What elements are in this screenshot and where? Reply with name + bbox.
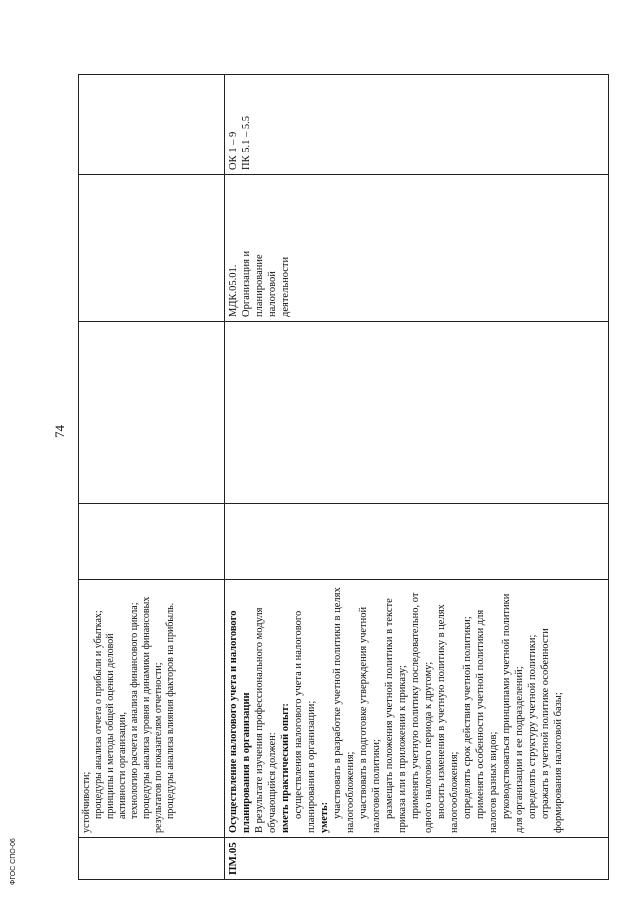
text-line: процедуры анализа уровня и динамики финансовых xyxy=(141,596,152,819)
footer-label: ФГОС СПО-06 xyxy=(10,838,17,885)
empty-cell xyxy=(79,322,225,504)
page-number: 74 xyxy=(52,425,67,438)
competency-line: ОК 1 – 9 xyxy=(228,131,239,170)
text-line: формирования налоговой базы; xyxy=(553,692,564,833)
competency-table xyxy=(78,75,608,880)
competency-line: ПК 5.1 – 5.5 xyxy=(241,116,252,170)
text-line: результатов по показателям отчетности; xyxy=(153,662,164,833)
competency-cell xyxy=(225,75,609,175)
text-line: налогообложения; xyxy=(345,751,356,833)
code-cell xyxy=(225,838,609,880)
text-line: применять особенности учетной политики для xyxy=(475,609,486,819)
text-line: Осуществление налогового учета и налогового xyxy=(228,610,239,833)
text-line: приказа или в приложении к приказу; xyxy=(397,665,408,833)
discipline-line: деятельности xyxy=(280,256,291,317)
text-line: устойчивости; xyxy=(81,771,92,833)
text-line: налоговой политики; xyxy=(371,739,382,833)
text-line: осуществления налогового учета и налогового xyxy=(293,610,304,819)
text-line: отражать в учетной политике особенности xyxy=(540,628,551,819)
text-line: активности организации, xyxy=(117,711,128,819)
text-line: планирования в организации xyxy=(241,692,252,833)
empty-cell xyxy=(79,175,225,322)
empty-cell xyxy=(79,504,225,580)
content-cell xyxy=(225,580,609,838)
text-line: для организации и ее подразделений; xyxy=(514,666,525,833)
text-line: участвовать в подготовке утверждения учетной xyxy=(358,606,369,819)
text-line: участвовать в разработке учетной политики в целях xyxy=(332,587,343,819)
text-line: применять учетную политику последовательно, от xyxy=(410,592,421,819)
module-code: ПМ.05 xyxy=(227,842,239,875)
text-line: обучающийся должен: xyxy=(267,732,278,833)
text-line: уметь: xyxy=(319,801,330,833)
table-row xyxy=(79,75,225,880)
text-line: налогообложения; xyxy=(449,751,460,833)
text-line: процедуры анализа влияния факторов на прибыль. xyxy=(165,602,176,819)
discipline-line: планирование xyxy=(254,254,265,317)
text-line: одного налогового периода к другому; xyxy=(423,661,434,833)
discipline-line: Организация и xyxy=(241,250,252,317)
content-cell xyxy=(79,580,225,838)
code-cell xyxy=(79,838,225,880)
text-line: планирования в организации; xyxy=(306,700,317,833)
text-line: иметь практический опыт: xyxy=(280,703,291,833)
text-line: принципы и методы общей оценки деловой xyxy=(105,633,116,819)
text-line: определять структуру учетной политики; xyxy=(527,634,538,819)
text-line: вносить изменения в учетную политику в целях xyxy=(436,604,447,819)
empty-cell xyxy=(79,75,225,175)
text-line: процедуры анализа отчета о прибыли и убытках; xyxy=(93,610,104,819)
discipline-line: МДК.05.01. xyxy=(228,264,239,317)
table xyxy=(78,74,609,880)
discipline-cell xyxy=(225,175,609,322)
text-line: технологию расчета и анализа финансового цикла; xyxy=(129,602,140,819)
text-line: налогов разных видов; xyxy=(488,731,499,833)
discipline-line: налоговой xyxy=(267,271,278,317)
text-line: определять срок действия учетной политики; xyxy=(462,616,473,819)
empty-cell xyxy=(225,504,609,580)
text-line: В результате изучения профессионального модуля xyxy=(254,607,265,833)
text-line: размещать положения учетной политики в тексте xyxy=(384,598,395,819)
table-row xyxy=(225,75,609,880)
text-line: руководствоваться принципами учетной политики xyxy=(501,593,512,819)
empty-cell xyxy=(225,322,609,504)
